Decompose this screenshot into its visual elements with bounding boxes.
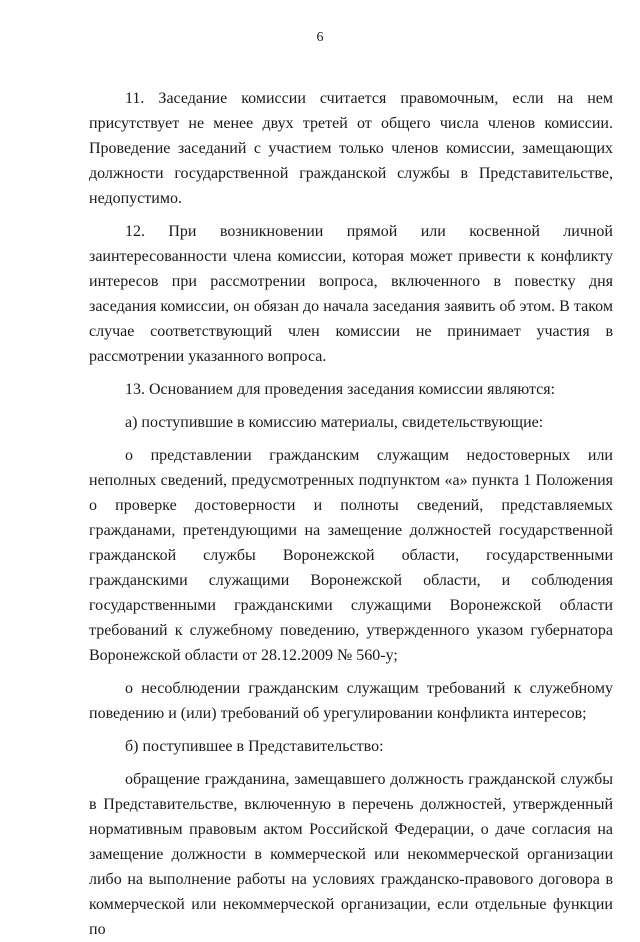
paragraph-13a-item-1: о представлении гражданским служащим недостоверных или неполных сведений, предусмотренных подпунктом «а» пункта 1 Положения о проверке достоверности и полноты сведений, представляемых гражданами, претендующими на замещение должностей государственной гражданской службы Воронежской области, государственными гражданскими служащими Воронежской области, и соблюдения государственными гражданскими служащими Воронежской области требований к служебному поведению, утвержденного указом губернатора Воронежской области от 28.12.2009 № 560-у; bbox=[89, 447, 613, 664]
paragraph-13b: б) поступившее в Представительство: bbox=[125, 738, 384, 755]
page-number: 6 bbox=[316, 30, 324, 45]
paragraph-11: 11. Заседание комиссии считается правомочным, если на нем присутствует не менее двух третей от общего числа членов комиссии. Проведение заседаний с участием только членов комиссии, замещающих должности государственной гражданской службы в Представительстве, недопустимо. bbox=[89, 90, 613, 207]
paragraph-13b-item-1: обращение гражданина, замещавшего должность гражданской службы в Представительстве, включенную в перечень должностей, утвержденный нормативным правовым актом Российской Федерации, о даче согласия на замещение должности в коммерческой или некоммерческой организации либо на выполнение работы на условиях гражданско-правового договора в коммерческой или некоммерческой организации, если отдельные функции по bbox=[89, 771, 613, 938]
paragraph-13a-item-2: о несоблюдении гражданским служащим требований к служебному поведению и (или) требований об урегулировании конфликта интересов; bbox=[89, 680, 613, 722]
paragraph-12: 12. При возникновении прямой или косвенной личной заинтересованности члена комиссии, которая может привести к конфликту интересов при рассмотрении вопроса, включенного в повестку дня заседания комиссии, он обязан до начала заседания заявить об этом. В таком случае соответствующий член комиссии не принимает участия в рассмотрении указанного вопроса. bbox=[89, 223, 613, 365]
paragraph-13a: а) поступившие в комиссию материалы, свидетельствующие: bbox=[125, 414, 544, 431]
paragraph-13: 13. Основанием для проведения заседания комиссии являются: bbox=[125, 381, 556, 398]
document-body bbox=[89, 86, 613, 942]
